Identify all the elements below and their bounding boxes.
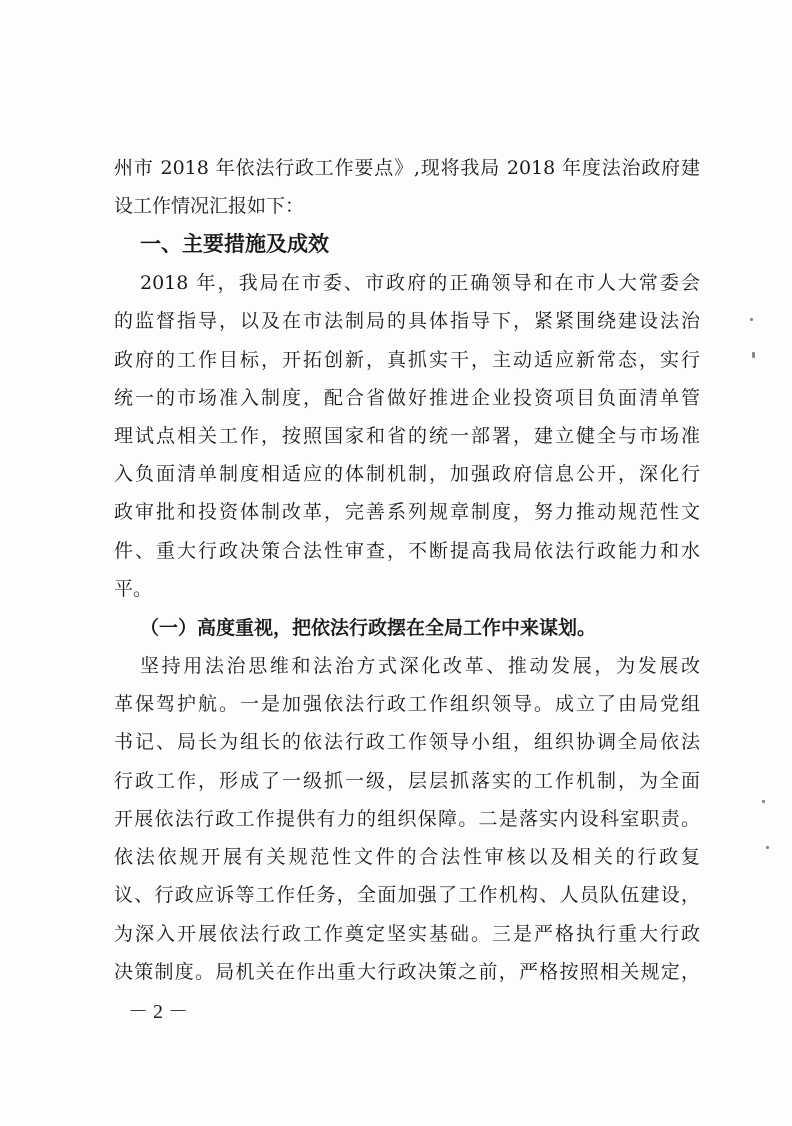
body-text-line: 平。	[114, 578, 153, 600]
body-text-line: 书记、局长为组长的依法行政工作领导小组，组织协调全局依法	[114, 731, 700, 753]
body-text-line: 政府的工作目标，开拓创新，真抓实干，主动适应新常态，实行	[114, 349, 700, 371]
body-text-line: 政审批和投资体制改革，完善系列规章制度，努力推动规范性文	[114, 501, 700, 523]
scan-speck	[750, 318, 753, 321]
body-text-line: 州市 2018 年依法行政工作要点》,现将我局 2018 年度法治政府建	[114, 157, 700, 179]
subsection-heading: （一）高度重视，把依法行政摆在全局工作中来谋划。	[140, 617, 597, 639]
body-text-line: 议、行政应诉等工作任务，全面加强了工作机构、人员队伍建设，	[114, 884, 700, 906]
body-text-line: 的监督指导，以及在市法制局的具体指导下，紧紧围绕建设法治	[114, 310, 700, 332]
scan-speck	[752, 352, 755, 358]
body-text-line: 开展依法行政工作提供有力的组织保障。二是落实内设科室职责。	[114, 808, 700, 830]
body-text-line: 行政工作，形成了一级抓一级，层层抓落实的工作机制，为全面	[114, 770, 700, 792]
body-text-line: 件、重大行政决策合法性审查，不断提高我局依法行政能力和水	[114, 540, 700, 562]
body-text-line: 入负面清单制度相适应的体制机制，加强政府信息公开，深化行	[114, 463, 700, 485]
body-text-line: 2018 年，我局在市委、市政府的正确领导和在市人大常委会	[140, 272, 700, 294]
body-text-line: 理试点相关工作，按照国家和省的统一部署，建立健全与市场准	[114, 425, 700, 447]
body-text-line: 为深入开展依法行政工作奠定坚实基础。三是严格执行重大行政	[114, 923, 700, 945]
body-text-line: 统一的市场准入制度，配合省做好推进企业投资项目负面清单管	[114, 387, 700, 409]
scan-speck	[766, 846, 769, 849]
body-text-line: 设工作情况汇报如下：	[114, 195, 305, 217]
scan-speck	[762, 800, 765, 803]
section-heading: 一、主要措施及成效	[140, 232, 329, 256]
page-number: － 2 －	[128, 1001, 188, 1023]
body-text-line: 决策制度。局机关在作出重大行政决策之前，严格按照相关规定，	[114, 961, 700, 983]
body-text-line: 革保驾护航。一是加强依法行政工作组织领导。成立了由局党组	[114, 693, 700, 715]
body-text-line: 依法依规开展有关规范性文件的合法性审核以及相关的行政复	[114, 846, 700, 868]
body-text-line: 坚持用法治思维和法治方式深化改革、推动发展，为发展改	[140, 655, 700, 677]
